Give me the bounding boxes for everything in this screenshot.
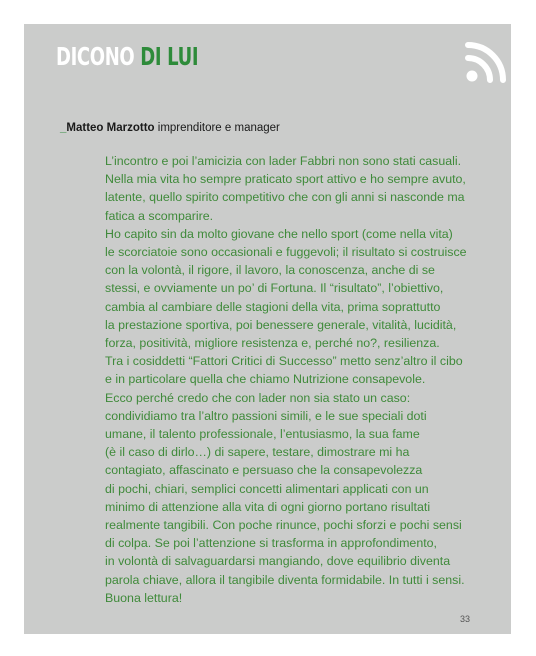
body-line: Ho capito sin da molto giovane che nello sport (come nella vita)	[105, 226, 453, 241]
body-line: (è il caso di dirlo…) di sapere, testare, dimostrare mi ha	[105, 445, 410, 460]
body-line: Nella mia vita ho sempre praticato sport attivo e ho sempre avuto,	[105, 172, 466, 187]
body-line: con la volontà, il rigore, il lavoro, la conoscenza, anche di se	[105, 263, 435, 278]
body-line: forza, positività, migliore resistenza e, perché no?, resilienza.	[105, 336, 440, 351]
author-role: imprenditore e manager	[157, 122, 280, 134]
body-line: Ecco perché credo che con lader non sia stato un caso:	[105, 390, 411, 405]
body-line: e in particolare quella che chiamo Nutrizione consapevole.	[105, 372, 426, 387]
body-line: la prestazione sportiva, poi benessere generale, vitalità, lucidità,	[105, 317, 457, 332]
body-line: di colpa. Se poi l’attenzione si trasforma in approfondimento,	[105, 536, 437, 551]
body-line: realmente tangibili. Con poche rinunce, pochi sforzi e pochi sensi	[105, 518, 462, 533]
body-line: fatica a scomparire.	[105, 208, 214, 223]
author-name: Matteo Marzotto	[66, 122, 155, 134]
rss-feed-icon	[464, 40, 508, 84]
page-number: 33	[460, 614, 471, 624]
byline-dash: _	[60, 122, 67, 134]
body-line: umane, il talento professionale, l’entusiasmo, la sua fame	[105, 427, 420, 442]
body-line: le scorciatoie sono occasionali e fuggevoli; il risultato si costruisce	[105, 245, 467, 260]
section-title	[56, 44, 198, 69]
body-line: Buona lettura!	[105, 590, 183, 605]
section-title-word-2: DI LUI	[140, 42, 199, 71]
book-page	[24, 24, 511, 634]
body-line: di pochi, chiari, semplici concetti alimentari applicati con un	[105, 481, 429, 496]
quote-body	[105, 152, 485, 607]
body-line: Tra i cosiddetti “Fattori Critici di Successo” metto senz’altro il cibo	[105, 354, 463, 369]
body-line: stessi, e ovviamente un po’ di Fortuna. Il “risultato”, l’obiettivo,	[105, 281, 444, 296]
author-byline	[60, 122, 280, 134]
section-title-word-1: DICONO	[56, 42, 135, 71]
body-line: L’incontro e poi l’amicizia con lader Fabbri non sono stati casuali.	[105, 154, 462, 168]
body-line: cambia al cambiare delle stagioni della vita, prima soprattutto	[105, 299, 441, 314]
body-line: minimo di attenzione alla vita di ogni giorno portano risultati	[105, 499, 431, 514]
body-line: parola chiave, allora il tangibile diventa formidabile. In tutti i sensi.	[105, 572, 465, 587]
body-line: in volontà di salvaguardarsi mangiando, dove equilibrio diventa	[105, 554, 451, 569]
body-line: contagiato, affascinato e persuaso che la consapevolezza	[105, 463, 423, 478]
body-line: latente, quello spirito competitivo che con gli anni si nasconde ma	[105, 190, 465, 205]
body-line: condividiamo tra l’altro passioni simili, e le sue speciali doti	[105, 408, 427, 423]
